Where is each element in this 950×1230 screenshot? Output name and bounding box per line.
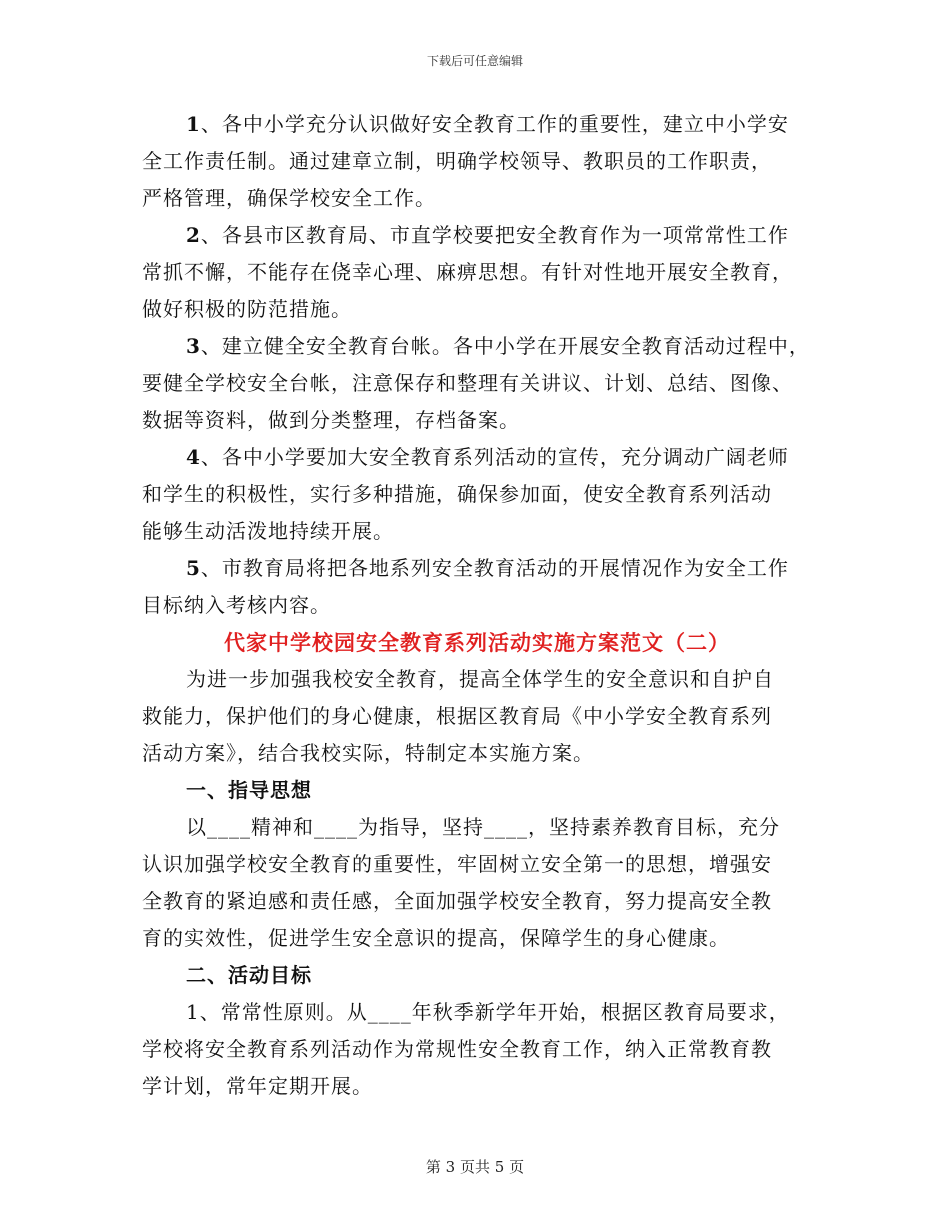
item-text: 、常常性原则。从____年秋季新学年开始，根据区教育局要求，	[199, 1000, 790, 1024]
item-text: 、各中小学充分认识做好安全教育工作的重要性，建立中小学安	[200, 112, 789, 136]
heading-activity-goals: 二、活动目标	[186, 963, 312, 987]
intro-paragraph	[142, 661, 812, 772]
section-title: 代家中学校园安全教育系列活动实施方案范文（二）	[224, 630, 730, 655]
item-text: 常抓不懈，不能存在侥幸心理、麻痹思想。有针对性地开展安全教育，	[142, 260, 793, 284]
item-text: 能够生动活泼地持续开展。	[142, 519, 394, 543]
item-text: 、各县市区教育局、市直学校要把安全教育作为一项常常性工作	[200, 223, 789, 247]
item-number: 1	[186, 1000, 200, 1024]
item-number: 1	[186, 112, 201, 136]
item-text: 做好积极的防范措施。	[142, 297, 352, 321]
item-text: 、各中小学要加大安全教育系列活动的宣传，充分调动广阔老师	[200, 445, 789, 469]
item-text: 、市教育局将把各地系列安全教育活动的开展情况作为安全工作	[200, 556, 789, 580]
item-number: 4	[186, 445, 201, 469]
item-text: 数据等资料，做到分类整理，存档备案。	[142, 408, 520, 432]
item-text: 和学生的积极性，实行多种措施，确保参加面，使安全教育系列活动	[142, 482, 772, 506]
heading-guiding-thought: 一、指导思想	[186, 778, 312, 802]
page-footer: 第 3 页共 5 页	[425, 1158, 525, 1176]
item-number: 2	[186, 223, 201, 247]
list-item-2	[142, 217, 812, 328]
item-text: 要健全学校安全台帐，注意保存和整理有关讲议、计划、总结、图像、	[142, 371, 793, 395]
goal-item-1	[142, 994, 812, 1105]
paragraph-line: 认识加强学校安全教育的重要性，牢固树立安全第一的思想，增强安	[142, 852, 772, 876]
paragraph-line: 救能力，保护他们的身心健康，根据区教育局《中小学安全教育系列	[142, 704, 772, 728]
paragraph-line: 全教育的紧迫感和责任感，全面加强学校安全教育，努力提高安全教	[142, 889, 772, 913]
list-item-3	[142, 328, 812, 439]
document-body	[142, 106, 812, 1105]
item-text: 严格管理，确保学校安全工作。	[142, 186, 436, 210]
list-item-5	[142, 550, 812, 624]
item-number: 5	[186, 556, 201, 580]
item-text: 、建立健全安全教育台帐。各中小学在开展安全教育活动过程中，	[200, 334, 810, 358]
page-header: 下载后可任意编辑	[426, 54, 523, 68]
item-text: 目标纳入考核内容。	[142, 593, 331, 617]
paragraph-line: 活动方案》，结合我校实际，特制定本实施方案。	[142, 741, 594, 765]
list-item-1	[142, 106, 812, 217]
list-item-4	[142, 439, 812, 550]
paragraph-line: 以____精神和____为指导，坚持____，坚持素养教育目标，充分	[186, 815, 780, 839]
paragraph-line: 为进一步加强我校安全教育，提高全体学生的安全意识和自护自	[186, 667, 774, 691]
guide-paragraph	[142, 809, 812, 957]
item-number: 3	[186, 334, 201, 358]
item-text: 学计划，常年定期开展。	[142, 1074, 373, 1098]
item-text: 全工作责任制。通过建章立制，明确学校领导、教职员的工作职责，	[142, 149, 772, 173]
paragraph-line: 育的实效性，促进学生安全意识的提高，保障学生的身心健康。	[142, 926, 730, 950]
item-text: 学校将安全教育系列活动作为常规性安全教育工作，纳入正常教育教	[142, 1037, 772, 1061]
